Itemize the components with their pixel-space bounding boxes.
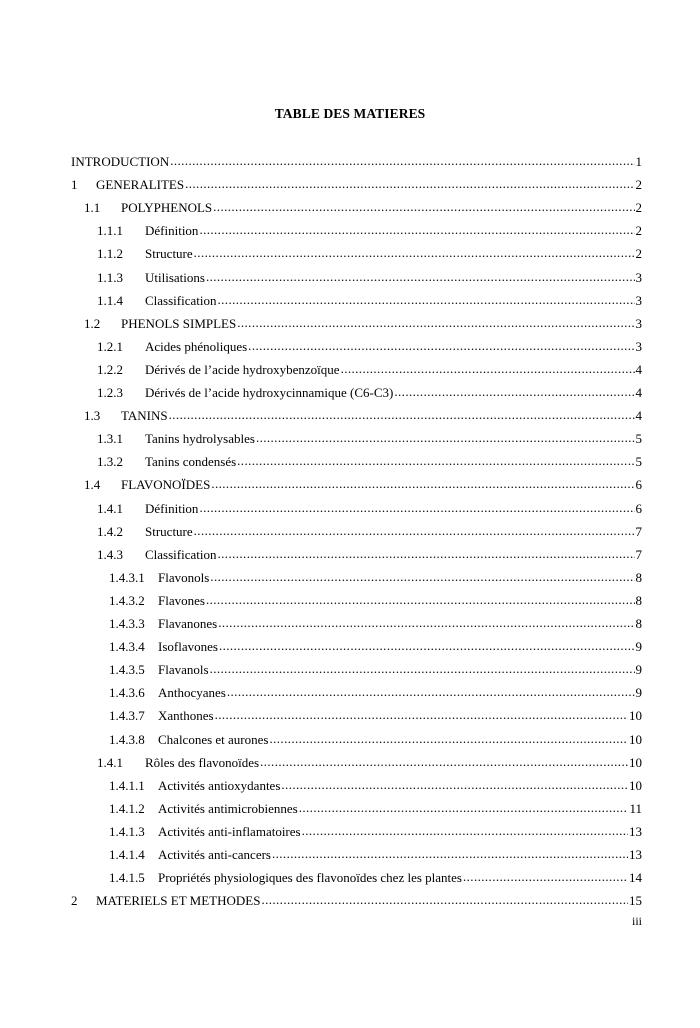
dot-leader xyxy=(463,870,628,886)
toc-entry-label: POLYPHENOLS xyxy=(121,200,213,216)
toc-entry-label: Xanthones xyxy=(158,708,214,724)
dot-leader xyxy=(199,223,634,239)
toc-entry[interactable] xyxy=(84,196,642,216)
toc-entry-number: 1.4.1.3 xyxy=(109,823,145,839)
toc-entry-number: 1 xyxy=(71,177,78,193)
toc-entry[interactable] xyxy=(71,173,642,193)
toc-entry[interactable] xyxy=(97,543,642,563)
toc-entry-number: 1.2 xyxy=(84,315,101,331)
dot-leader xyxy=(211,477,634,493)
toc-entry-page: 10 xyxy=(629,731,642,747)
toc-entry-label: TANINS xyxy=(121,408,168,424)
toc-entry-number: 1.4.1.4 xyxy=(109,847,145,862)
toc-entry-number: 1.4.3.2 xyxy=(109,592,145,608)
toc-entry-page: 2 xyxy=(635,177,642,193)
toc-entry-number: 1.3 xyxy=(84,408,101,424)
toc-entry[interactable] xyxy=(109,820,642,840)
dot-leader xyxy=(248,339,634,355)
toc-entry-number: 1.1.4 xyxy=(97,292,123,308)
toc-entry-label: Activités antimicrobiennes xyxy=(158,800,298,816)
toc-entry-label: GENERALITES xyxy=(96,177,185,193)
toc-entry-page: 10 xyxy=(629,777,642,793)
dot-leader xyxy=(261,893,628,909)
toc-entry-label: Flavanones xyxy=(158,616,218,631)
toc-entry[interactable] xyxy=(84,404,642,424)
toc-entry-page: 5 xyxy=(635,431,642,447)
toc-entry[interactable] xyxy=(109,612,642,632)
dot-leader xyxy=(237,454,634,470)
toc-entry[interactable] xyxy=(97,450,642,470)
toc-entry-label: Anthocyanes xyxy=(158,685,226,701)
toc-entry[interactable] xyxy=(97,219,642,239)
toc-entry-label: Utilisations xyxy=(145,269,205,285)
toc-entry-label: FLAVONOÏDES xyxy=(121,477,211,493)
dot-leader xyxy=(269,732,628,748)
toc-entry-number: 1.4.2 xyxy=(97,523,123,539)
toc-entry-page: 15 xyxy=(629,893,642,909)
toc-entry[interactable] xyxy=(109,797,642,817)
toc-entry-page: 10 xyxy=(629,754,642,770)
dot-leader xyxy=(213,200,634,216)
toc-entry-label: Structure xyxy=(145,523,193,539)
dot-leader xyxy=(256,431,635,447)
toc-entry[interactable] xyxy=(109,866,642,886)
dot-leader xyxy=(299,801,629,817)
dot-leader xyxy=(272,847,628,863)
toc-entry[interactable] xyxy=(71,889,642,909)
toc-entry-label: Activités anti-cancers xyxy=(158,847,271,862)
dot-leader xyxy=(394,385,634,401)
toc-entry-label: Flavonols xyxy=(158,569,210,585)
toc-entry-page: 4 xyxy=(635,385,642,400)
toc-entry[interactable] xyxy=(71,150,642,170)
toc-entry-label: Classification xyxy=(145,546,217,562)
toc-entry[interactable] xyxy=(109,658,642,678)
toc-entry-number: 1.4.3 xyxy=(97,546,123,562)
toc-entry-page: 13 xyxy=(629,823,642,839)
toc-entry-page: 9 xyxy=(635,639,642,655)
dot-leader xyxy=(281,778,628,794)
toc-entry-label: Définition xyxy=(145,500,199,516)
toc-entry-label: Dérivés de l’acide hydroxybenzoïque xyxy=(145,361,340,377)
toc-entry-page: 8 xyxy=(635,616,642,631)
toc-entry[interactable] xyxy=(97,358,642,378)
toc-entry[interactable] xyxy=(84,312,642,332)
toc-entry-page: 2 xyxy=(635,246,642,262)
toc-entry-page: 10 xyxy=(629,708,642,724)
toc-entry-number: 1.4 xyxy=(84,477,101,493)
toc-entry-number: 1.1 xyxy=(84,200,101,216)
toc-entry-number: 1.4.3.8 xyxy=(109,731,145,747)
toc-entry-number: 1.4.1 xyxy=(97,500,123,516)
dot-leader xyxy=(210,662,635,678)
toc-entry[interactable] xyxy=(97,497,642,517)
page-number-footer: iii xyxy=(631,914,642,928)
toc-entry-page: 3 xyxy=(635,315,642,331)
toc-entry[interactable] xyxy=(97,427,642,447)
toc-entry-page: 6 xyxy=(635,500,642,516)
toc-entry-label: Propriétés physiologiques des flavonoïdes chez les plantes xyxy=(158,870,462,886)
toc-entry-label: Isoflavones xyxy=(158,639,218,655)
toc-entry-number: 1.4.1.5 xyxy=(109,870,145,886)
toc-entry-number: 1.4.1 xyxy=(97,754,123,770)
toc-entry-label: Tanins condensés xyxy=(145,454,237,470)
dot-leader xyxy=(206,270,635,286)
dot-leader xyxy=(206,593,635,609)
dot-leader xyxy=(199,501,634,517)
toc-entry-page: 14 xyxy=(629,870,642,886)
toc-entry-label: Activités anti-inflamatoires xyxy=(158,823,301,839)
toc-entry-number: 2 xyxy=(71,893,78,909)
toc-entry-page: 4 xyxy=(635,408,642,424)
dot-leader xyxy=(169,408,635,424)
toc-entry-page: 8 xyxy=(635,592,642,608)
toc-entry-page: 2 xyxy=(635,200,642,216)
toc-entry-page: 13 xyxy=(629,847,642,862)
toc-entry-page: 7 xyxy=(635,523,642,539)
toc-entry-page: 11 xyxy=(629,800,642,816)
toc-entry-label: Définition xyxy=(145,223,199,239)
toc-entry-number: 1.4.3.5 xyxy=(109,662,145,678)
toc-entry-page: 2 xyxy=(635,223,642,239)
dot-leader xyxy=(170,154,634,170)
toc-entry[interactable] xyxy=(109,566,642,586)
dot-leader xyxy=(215,708,628,724)
toc-entry-label: Classification xyxy=(145,292,217,308)
dot-leader xyxy=(260,755,628,771)
toc-entry-number: 1.1.1 xyxy=(97,223,123,239)
toc-entry-number: 1.4.1.1 xyxy=(109,777,145,793)
toc-entry[interactable] xyxy=(109,843,642,863)
dot-leader xyxy=(237,316,634,332)
dot-leader xyxy=(227,685,635,701)
toc-entry[interactable] xyxy=(97,381,642,401)
toc-entry-number: 1.4.3.1 xyxy=(109,569,145,585)
toc-entry[interactable] xyxy=(97,266,642,286)
toc-entry[interactable] xyxy=(97,751,642,771)
toc-entry-number: 1.2.2 xyxy=(97,361,123,377)
toc-entry[interactable] xyxy=(97,242,642,262)
dot-leader xyxy=(185,177,634,193)
toc-entry-number: 1.4.3.4 xyxy=(109,639,145,655)
dot-leader xyxy=(218,293,635,309)
toc-entry[interactable] xyxy=(109,589,642,609)
toc-entry-page: 3 xyxy=(635,338,642,354)
toc-entry[interactable] xyxy=(97,335,642,355)
toc-entry-label: Acides phénoliques xyxy=(145,338,248,354)
toc-entry-label: Dérivés de l’acide hydroxycinnamique (C6-C3) xyxy=(145,385,394,400)
toc-entry[interactable] xyxy=(109,704,642,724)
toc-entry-page: 1 xyxy=(635,154,642,169)
toc-entry-page: 9 xyxy=(635,662,642,678)
toc-entry-number: 1.2.3 xyxy=(97,385,123,400)
toc-entry-label: Activités antioxydantes xyxy=(158,777,281,793)
toc-entry-page: 7 xyxy=(635,546,642,562)
toc-entry[interactable] xyxy=(97,520,642,540)
toc-entry-label: Tanins hydrolysables xyxy=(145,431,255,447)
toc-entry-label: INTRODUCTION xyxy=(71,154,170,169)
dot-leader xyxy=(219,639,635,655)
toc-entry-label: Chalcones et aurones xyxy=(158,731,269,747)
toc-entry[interactable] xyxy=(109,635,642,655)
toc-entry-number: 1.4.3.7 xyxy=(109,708,145,724)
toc-entry-page: 4 xyxy=(635,361,642,377)
toc-entry-label: Flavanols xyxy=(158,662,209,678)
toc-entry-number: 1.4.3.3 xyxy=(109,616,145,631)
toc-entry[interactable] xyxy=(109,774,642,794)
toc-entry-page: 3 xyxy=(635,292,642,308)
toc-entry[interactable] xyxy=(97,289,642,309)
toc-entry-page: 6 xyxy=(635,477,642,493)
toc-entry-page: 3 xyxy=(635,269,642,285)
toc-entry-number: 1.2.1 xyxy=(97,338,123,354)
toc-entry-page: 5 xyxy=(635,454,642,470)
dot-leader xyxy=(218,547,635,563)
toc-entry-label: PHENOLS SIMPLES xyxy=(121,315,237,331)
dot-leader xyxy=(194,524,635,540)
toc-entry-number: 1.1.3 xyxy=(97,269,123,285)
dot-leader xyxy=(302,824,628,840)
dot-leader xyxy=(210,570,634,586)
toc-entry-label: Rôles des flavonoïdes xyxy=(145,754,260,770)
toc-entry-number: 1.4.3.6 xyxy=(109,685,145,701)
dot-leader xyxy=(341,362,635,378)
toc-entry-number: 1.4.1.2 xyxy=(109,800,145,816)
toc-entry-label: MATERIELS ET METHODES xyxy=(96,893,261,909)
toc-entry[interactable] xyxy=(109,681,642,701)
toc-entry-page: 9 xyxy=(635,685,642,701)
toc-entry[interactable] xyxy=(109,728,642,748)
toc-entry-number: 1.3.1 xyxy=(97,431,123,447)
toc-entry-number: 1.1.2 xyxy=(97,246,123,262)
toc-entry-label: Flavones xyxy=(158,592,205,608)
toc-entry-page: 8 xyxy=(635,569,642,585)
dot-leader xyxy=(194,246,635,262)
toc-entry[interactable] xyxy=(84,473,642,493)
page-title: TABLE DES MATIERES xyxy=(274,106,426,121)
dot-leader xyxy=(218,616,634,632)
toc-entry-number: 1.3.2 xyxy=(97,454,123,470)
toc-entry-label: Structure xyxy=(145,246,193,262)
